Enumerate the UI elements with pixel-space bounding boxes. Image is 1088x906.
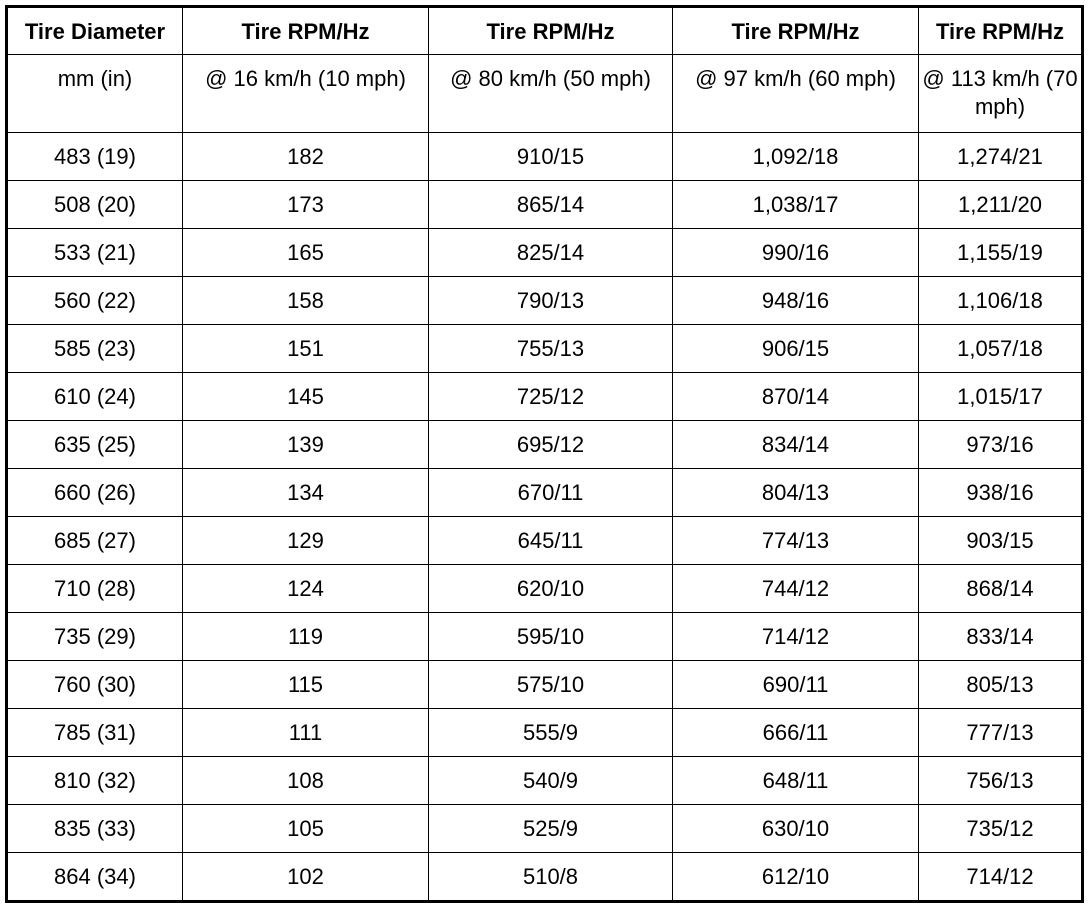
rpm-113-cell: 756/13	[919, 757, 1083, 805]
rpm-16-cell: 134	[183, 469, 429, 517]
table-header	[7, 7, 1083, 133]
table-row	[7, 181, 1083, 229]
diameter-cell: 735 (29)	[7, 613, 183, 661]
rpm-80-cell: 575/10	[429, 661, 673, 709]
rpm-16-cell: 115	[183, 661, 429, 709]
rpm-80-cell: 555/9	[429, 709, 673, 757]
diameter-cell: 685 (27)	[7, 517, 183, 565]
diameter-cell: 810 (32)	[7, 757, 183, 805]
rpm-113-cell: 833/14	[919, 613, 1083, 661]
header-rpm-80kmh: Tire RPM/Hz	[429, 7, 673, 55]
rpm-16-cell: 119	[183, 613, 429, 661]
rpm-97-cell: 744/12	[673, 565, 919, 613]
table-row	[7, 613, 1083, 661]
diameter-cell: 533 (21)	[7, 229, 183, 277]
header-rpm-113kmh: Tire RPM/Hz	[919, 7, 1083, 55]
rpm-97-cell: 1,038/17	[673, 181, 919, 229]
rpm-80-cell: 695/12	[429, 421, 673, 469]
table-row	[7, 805, 1083, 853]
rpm-80-cell: 645/11	[429, 517, 673, 565]
rpm-113-cell: 735/12	[919, 805, 1083, 853]
rpm-16-cell: 102	[183, 853, 429, 902]
table-row	[7, 517, 1083, 565]
rpm-16-cell: 129	[183, 517, 429, 565]
rpm-113-cell: 1,211/20	[919, 181, 1083, 229]
table-row	[7, 565, 1083, 613]
rpm-16-cell: 151	[183, 325, 429, 373]
table-row	[7, 277, 1083, 325]
diameter-cell: 610 (24)	[7, 373, 183, 421]
rpm-97-cell: 948/16	[673, 277, 919, 325]
rpm-113-cell: 938/16	[919, 469, 1083, 517]
table-row	[7, 229, 1083, 277]
rpm-80-cell: 510/8	[429, 853, 673, 902]
diameter-cell: 760 (30)	[7, 661, 183, 709]
diameter-cell: 835 (33)	[7, 805, 183, 853]
rpm-113-cell: 1,106/18	[919, 277, 1083, 325]
rpm-16-cell: 105	[183, 805, 429, 853]
rpm-97-cell: 906/15	[673, 325, 919, 373]
rpm-97-cell: 1,092/18	[673, 133, 919, 181]
rpm-80-cell: 620/10	[429, 565, 673, 613]
rpm-97-cell: 870/14	[673, 373, 919, 421]
diameter-cell: 710 (28)	[7, 565, 183, 613]
rpm-113-cell: 714/12	[919, 853, 1083, 902]
rpm-80-cell: 670/11	[429, 469, 673, 517]
rpm-16-cell: 124	[183, 565, 429, 613]
table-row	[7, 757, 1083, 805]
table-body	[7, 133, 1083, 902]
tire-rpm-table	[5, 5, 1084, 903]
subheader-speed-16: @ 16 km/h (10 mph)	[183, 55, 429, 133]
rpm-97-cell: 648/11	[673, 757, 919, 805]
rpm-113-cell: 868/14	[919, 565, 1083, 613]
table-row	[7, 373, 1083, 421]
rpm-113-cell: 1,015/17	[919, 373, 1083, 421]
rpm-16-cell: 173	[183, 181, 429, 229]
rpm-97-cell: 774/13	[673, 517, 919, 565]
rpm-16-cell: 145	[183, 373, 429, 421]
rpm-97-cell: 990/16	[673, 229, 919, 277]
subheader-speed-80: @ 80 km/h (50 mph)	[429, 55, 673, 133]
rpm-113-cell: 1,274/21	[919, 133, 1083, 181]
header-row	[7, 7, 1083, 55]
table-row	[7, 661, 1083, 709]
diameter-cell: 635 (25)	[7, 421, 183, 469]
rpm-16-cell: 158	[183, 277, 429, 325]
rpm-80-cell: 825/14	[429, 229, 673, 277]
table-row	[7, 133, 1083, 181]
header-rpm-16kmh: Tire RPM/Hz	[183, 7, 429, 55]
header-rpm-97kmh: Tire RPM/Hz	[673, 7, 919, 55]
rpm-113-cell: 1,057/18	[919, 325, 1083, 373]
rpm-80-cell: 790/13	[429, 277, 673, 325]
table-row	[7, 853, 1083, 902]
diameter-cell: 864 (34)	[7, 853, 183, 902]
rpm-80-cell: 540/9	[429, 757, 673, 805]
rpm-97-cell: 666/11	[673, 709, 919, 757]
subheader-units: mm (in)	[7, 55, 183, 133]
rpm-16-cell: 139	[183, 421, 429, 469]
diameter-cell: 560 (22)	[7, 277, 183, 325]
rpm-97-cell: 690/11	[673, 661, 919, 709]
subheader-row	[7, 55, 1083, 133]
diameter-cell: 785 (31)	[7, 709, 183, 757]
table-row	[7, 325, 1083, 373]
rpm-80-cell: 595/10	[429, 613, 673, 661]
header-tire-diameter: Tire Diameter	[7, 7, 183, 55]
rpm-16-cell: 165	[183, 229, 429, 277]
rpm-97-cell: 612/10	[673, 853, 919, 902]
subheader-speed-97: @ 97 km/h (60 mph)	[673, 55, 919, 133]
diameter-cell: 585 (23)	[7, 325, 183, 373]
rpm-113-cell: 805/13	[919, 661, 1083, 709]
rpm-113-cell: 777/13	[919, 709, 1083, 757]
rpm-97-cell: 630/10	[673, 805, 919, 853]
rpm-113-cell: 1,155/19	[919, 229, 1083, 277]
table-row	[7, 709, 1083, 757]
subheader-speed-113: @ 113 km/h (70 mph)	[919, 55, 1083, 133]
table-row	[7, 469, 1083, 517]
rpm-97-cell: 804/13	[673, 469, 919, 517]
rpm-80-cell: 865/14	[429, 181, 673, 229]
rpm-113-cell: 973/16	[919, 421, 1083, 469]
rpm-80-cell: 525/9	[429, 805, 673, 853]
diameter-cell: 660 (26)	[7, 469, 183, 517]
diameter-cell: 483 (19)	[7, 133, 183, 181]
rpm-97-cell: 834/14	[673, 421, 919, 469]
rpm-16-cell: 108	[183, 757, 429, 805]
rpm-80-cell: 910/15	[429, 133, 673, 181]
rpm-80-cell: 755/13	[429, 325, 673, 373]
rpm-80-cell: 725/12	[429, 373, 673, 421]
rpm-97-cell: 714/12	[673, 613, 919, 661]
rpm-113-cell: 903/15	[919, 517, 1083, 565]
diameter-cell: 508 (20)	[7, 181, 183, 229]
rpm-16-cell: 182	[183, 133, 429, 181]
table-row	[7, 421, 1083, 469]
rpm-16-cell: 111	[183, 709, 429, 757]
